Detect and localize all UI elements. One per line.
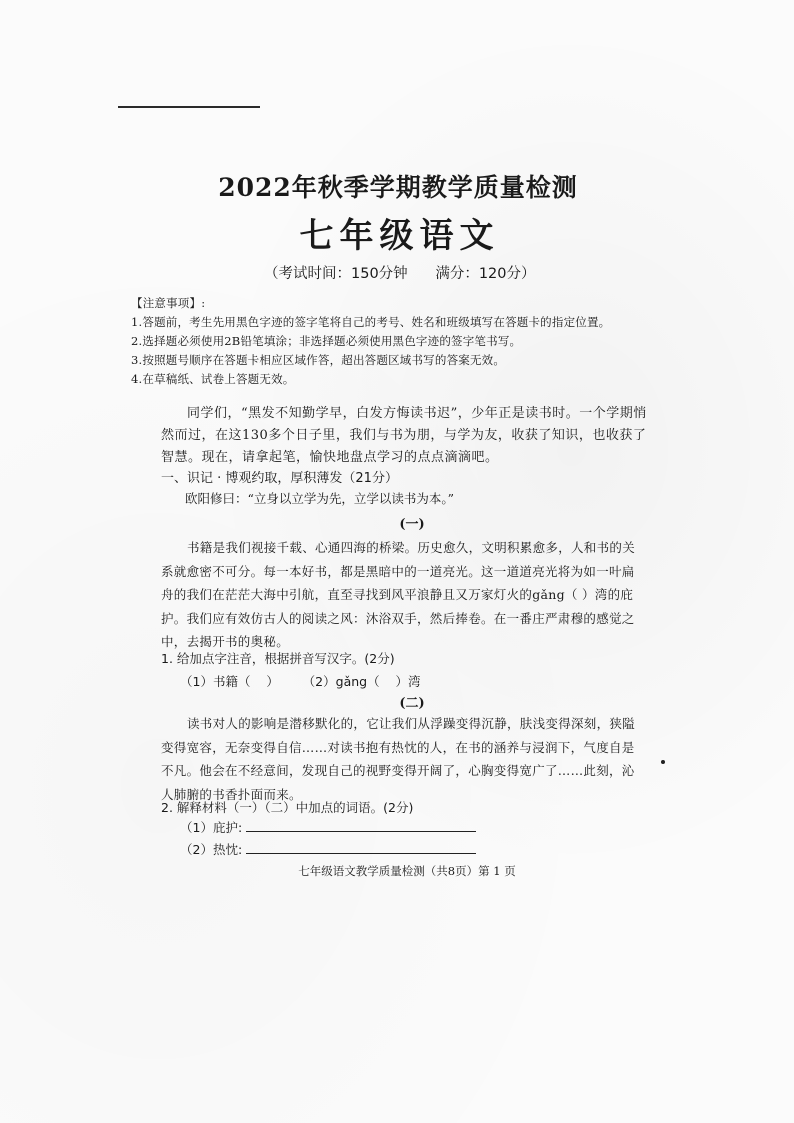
answer-line-row bbox=[180, 818, 476, 836]
notice-item: 1.答题前，考生先用黑色字迹的签字笔将自己的考号、姓名和班级填写在答题卡的指定位置。 bbox=[131, 315, 611, 329]
answer-blank[interactable] bbox=[246, 841, 476, 854]
intro-paragraph: 同学们，“黑发不知勤学早，白发方悔读书迟”，少年正是读书时。一个学期悄然而过，在这130多个日子里，我们与书为朋，与学为友，收获了知识，也收获了智慧。现在，请拿起笔，愉快地盘点学习的点点滴滴吧。 bbox=[161, 406, 647, 465]
answer-label: （1）庇护: bbox=[180, 820, 243, 835]
scan-mark bbox=[661, 760, 665, 764]
notice-item: 3.按照题号顺序在答题卡相应区域作答，超出答题区域书写的答案无效。 bbox=[131, 353, 506, 367]
material-label: (二) bbox=[399, 696, 425, 711]
material-paragraph: 书籍是我们视接千载、心通四海的桥梁。历史愈久，文明积累愈多，人和书的关系就愈密不可分。每一本好书，都是黑暗中的一道亮光。这一道道亮光将为如一叶扁舟的我们在茫茫大海中引航，直至寻找到风平浪静且又万家灯火的gǎng（ ）湾的庇护。我们应有效仿古人的阅读之风：沐浴双手，然后捧卷。在一番庄严肃穆的感觉之中，去揭开书的奥秘。 bbox=[161, 540, 636, 649]
notice-item: 2.选择题必须使用2B铅笔填涂；非选择题必须使用黑色字迹的签字笔书写。 bbox=[131, 334, 522, 348]
material-paragraph: 读书对人的影响是潜移默化的，它让我们从浮躁变得沉静，肤浅变得深刻，狭隘变得宽容，无奈变得自信……对读书抱有热忱的人，在书的涵养与浸润下，气度自是不凡。他会在不经意间，发现自己的视野变得开阔了，心胸变得宽广了……此刻，沁人肺腑的书香扑面而来。 bbox=[161, 716, 636, 802]
answer-line-row bbox=[180, 840, 476, 858]
notice-item: 4.在草稿纸、试卷上答题无效。 bbox=[131, 372, 295, 386]
section-quote: 欧阳修曰：“立身以立学为先，立学以读书为本。” bbox=[185, 491, 455, 506]
answer-blank[interactable] bbox=[246, 819, 476, 832]
question-options: （1）书籍（ ） （2）gǎng（ ）湾 bbox=[180, 674, 421, 689]
section-heading: 一、识记 · 博观约取，厚积薄发（21分） bbox=[161, 471, 398, 486]
question-stem: 2. 解释材料（一）（二）中加点的词语。(2分) bbox=[161, 800, 414, 815]
page-footer: 七年级语文教学质量检测（共8页）第 1 页 bbox=[298, 864, 516, 878]
exam-title: 2022年秋季学期教学质量检测 bbox=[218, 173, 578, 202]
exam-info: （考试时间：150分钟 满分：120分） bbox=[264, 266, 536, 282]
question-stem: 1. 给加点字注音，根据拼音写汉字。(2分) bbox=[161, 651, 395, 666]
notice-heading: 【注意事项】: bbox=[131, 296, 206, 310]
material-label: (一) bbox=[399, 517, 425, 532]
subject-title: 七年级语文 bbox=[299, 216, 500, 256]
top-rule bbox=[118, 106, 260, 108]
notice-block bbox=[131, 294, 610, 389]
answer-label: （2）热忱: bbox=[180, 842, 243, 857]
